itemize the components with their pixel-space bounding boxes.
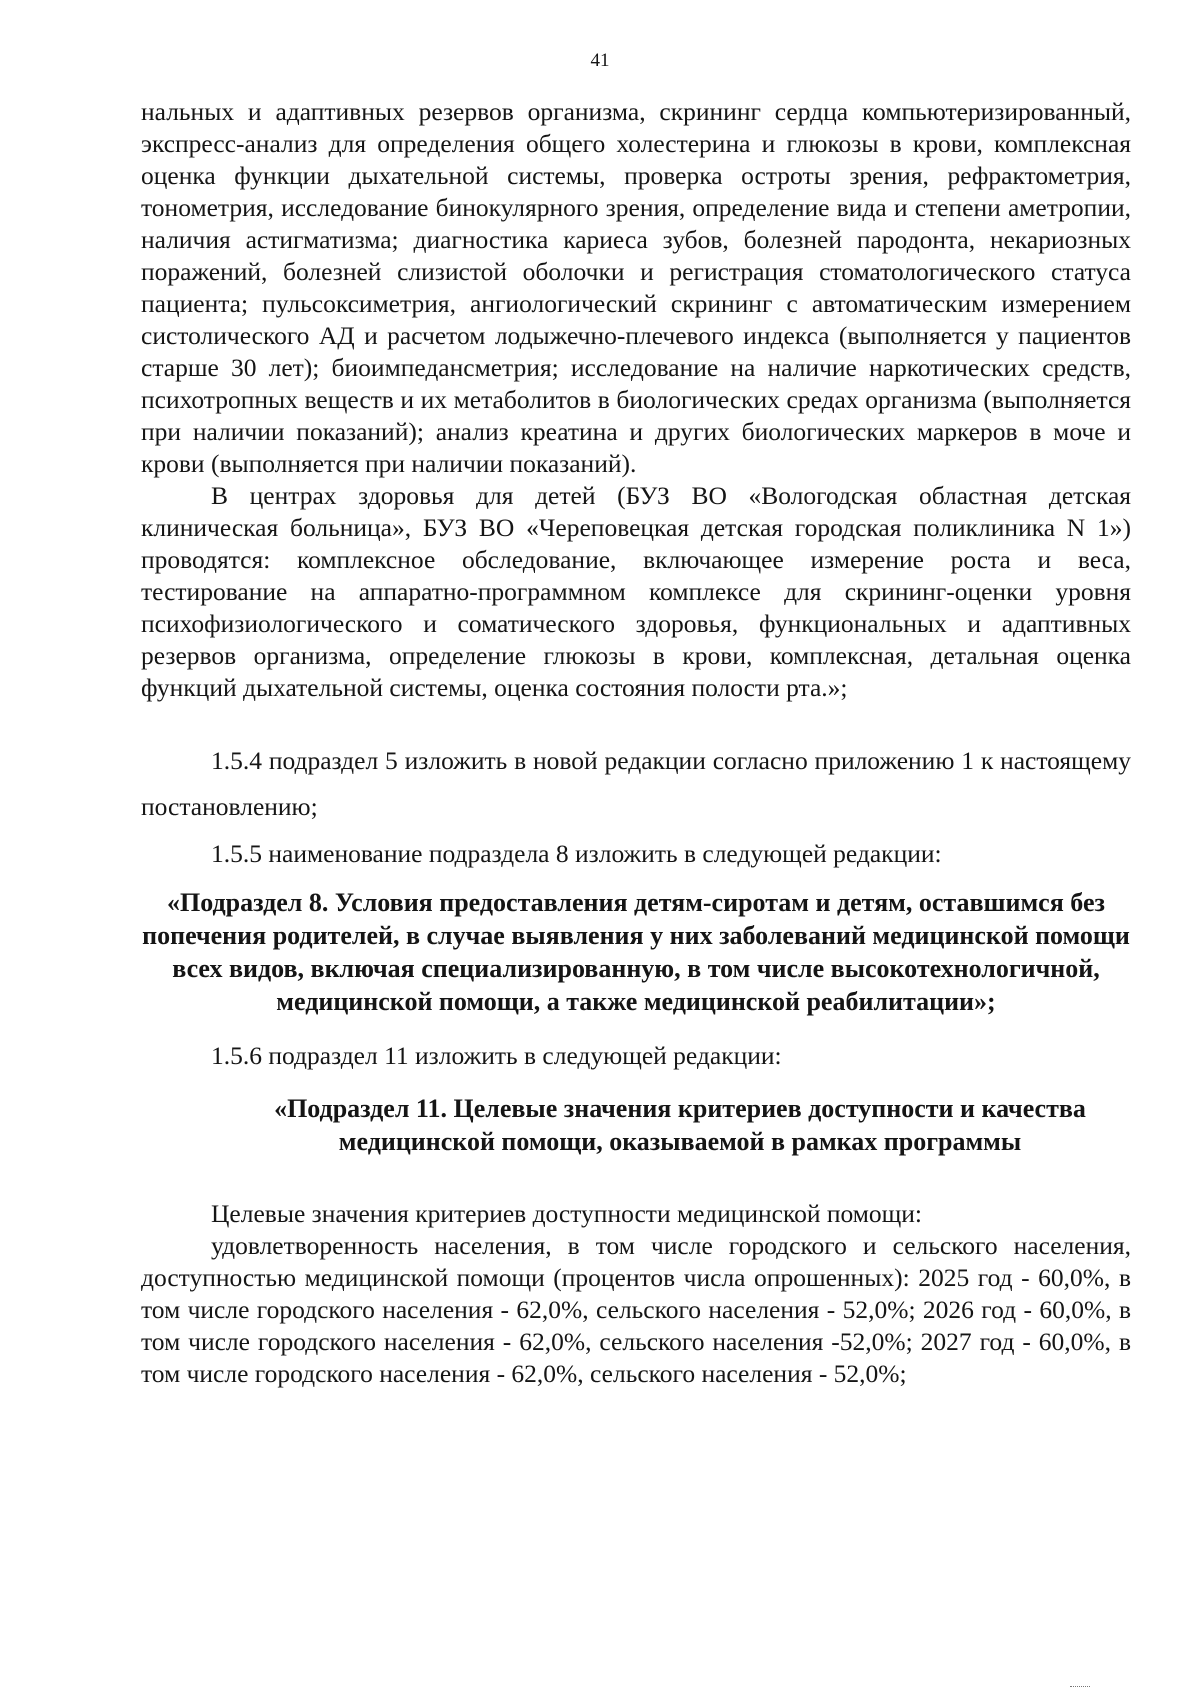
paragraph-health-screening: нальных и адаптивных резервов организма, скрининг сердца компьютеризированный, экспресс-анализ для определения общего холестерина и глюкозы в крови, комплексная оценка функции дыхательной системы, проверка остроты зрения, рефрактометрия, тонометрия, исследование бинокулярного зрения, определение вида и степени аметропии, наличия астигматизма; диагностика кариеса зубов, болезней пародонта, некариозных поражений, болезней слизистой оболочки и регистрация стоматологического статуса пациента; пульсоксиметрия, ангиологический скрининг с автоматическим измерением систолического АД и расчетом лодыжечно-плечевого индекса (выполняется у пациентов старше 30 лет); биоимпедансметрия; исследование на наличие наркотических средств, психотропных веществ и их метаболитов в биологических средах организма (выполняется при наличии показаний); анализ креатина и других биологических маркеров в моче и крови (выполняется при наличии показаний). — [141, 97, 1131, 478]
document-body — [141, 96, 1131, 1390]
paragraph-children-health-centers: В центрах здоровья для детей (БУЗ ВО «Вологодская областная детская клиническая больница», БУЗ ВО «Череповецкая детская городская поликлиника N 1») проводятся: комплексное обследование, включающее измерение роста и веса, тестирование на аппаратно-программном комплексе для скрининг-оценки уровня психофизиологического и соматического здоровья, функциональных и адаптивных резервов организма, определение глюкозы в крови, комплексная, детальная оценка функций дыхательной системы, оценка состояния полости рта.»; — [141, 481, 1131, 702]
item-1-5-5: 1.5.5 наименование подраздела 8 изложить в следующей редакции: — [211, 839, 942, 868]
item-1-5-6: 1.5.6 подраздел 11 изложить в следующей редакции: — [211, 1041, 782, 1070]
heading-subsection-11: «Подраздел 11. Целевые значения критериев доступности и качества медицинской помощи, оказываемой в рамках программы — [274, 1094, 1086, 1156]
paragraph-population-satisfaction: удовлетворенность населения, в том числе городского и сельского населения, доступностью медицинской помощи (процентов числа опрошенных): 2025 год - 60,0%, в том числе городского населения - 62,0%, сельского населения - 52,0%; 2026 год - 60,0%, в том числе городского населения - 62,0%, сельского населения -52,0%; 2027 год - 60,0%, в том числе городского населения - 62,0%, сельского населения - 52,0%; — [141, 1231, 1131, 1388]
page-number: 41 — [590, 50, 610, 71]
scan-artifact — [1070, 1686, 1090, 1691]
item-1-5-4: 1.5.4 подраздел 5 изложить в новой редакции согласно приложению 1 к настоящему постановлению; — [141, 746, 1131, 821]
heading-subsection-8: «Подраздел 8. Условия предоставления детям-сиротам и детям, оставшимся без попечения родителей, в случае выявления у них заболеваний медицинской помощи всех видов, включая специализированную, в том числе высокотехнологичной, медицинской помощи, а также медицинской реабилитации»; — [142, 888, 1130, 1016]
paragraph-target-values-lead: Целевые значения критериев доступности медицинской помощи: — [211, 1199, 922, 1228]
